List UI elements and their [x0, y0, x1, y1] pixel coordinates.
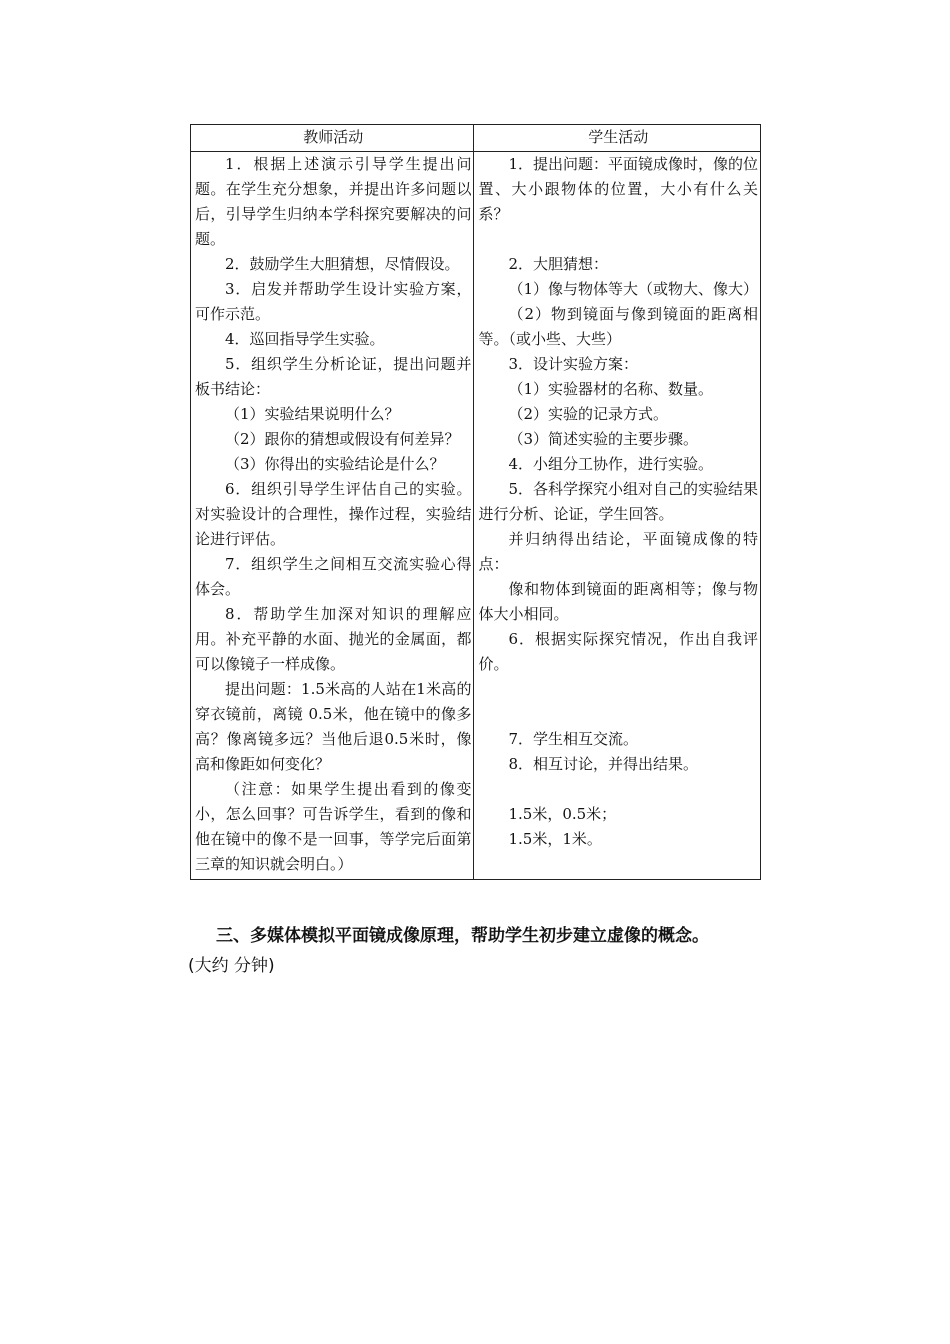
student-conclusion: 像和物体到镜面的距离相等；像与物体大小相同。	[478, 580, 758, 623]
teacher-activity-header: 教师活动	[191, 125, 474, 152]
lesson-activity-table	[190, 124, 761, 880]
student-conclusion-intro: 并归纳得出结论，平面镜成像的特点：	[478, 530, 758, 573]
teacher-step-4: 4．巡回指导学生实验。	[225, 330, 385, 348]
teacher-step-3: 3．启发并帮助学生设计实验方案，可作示范。	[195, 280, 472, 323]
student-activity-cell	[474, 152, 761, 880]
student-answer-2: 1.5米，1米。	[508, 830, 602, 848]
student-step-6: 6．根据实际探究情况，作出自我评价。	[478, 630, 758, 673]
student-step-1: 1．提出问题：平面镜成像时，像的位置、大小跟物体的位置，大小有什么关系？	[478, 155, 759, 223]
spacer	[478, 702, 758, 727]
teacher-note: （注意：如果学生提出看到的像变小，怎么回事？可告诉学生，看到的像和他在镜中的像不是一回事，等学完后面第三章的知识就会明白。）	[195, 780, 472, 873]
student-step-4: 4．小组分工协作，进行实验。	[508, 455, 714, 473]
teacher-step-5: 5．组织学生分析论证，提出问题并板书结论：	[195, 355, 472, 398]
teacher-problem: 提出问题：1.5米高的人站在1米高的穿衣镜前，离镜 0.5米，他在镜中的像多高？像离镜多远？当他后退0.5米时，像高和像距如何变化？	[195, 680, 472, 773]
table-body-row	[191, 152, 761, 880]
student-step-5: 5．各科学探究小组对自己的实验结果进行分析、论证，学生回答。	[478, 480, 759, 523]
teacher-step-7: 7．组织学生之间相互交流实验心得体会。	[195, 555, 472, 598]
student-step-2: 2．大胆猜想：	[508, 255, 609, 273]
teacher-step-1: 1．根据上述演示引导学生提出问题。在学生充分想象，并提出许多问题以后，引导学生归纳本学科探究要解决的问题。	[195, 155, 472, 248]
teacher-question-3: （3）你得出的实验结论是什么？	[225, 455, 445, 473]
teacher-step-8: 8．帮助学生加深对知识的理解应用。补充平静的水面、抛光的金属面，都可以像镜子一样成像。	[195, 605, 472, 673]
student-step-3: 3．设计实验方案：	[508, 355, 639, 373]
spacer	[478, 227, 758, 252]
student-plan-1: （1）实验器材的名称、数量。	[508, 380, 714, 398]
section-duration-note: (大约 分钟)	[188, 956, 275, 976]
student-guess-2: （2）物到镜面与像到镜面的距离相等。（或小些、大些）	[478, 305, 758, 348]
student-guess-1: （1）像与物体等大（或物大、像大）	[508, 280, 759, 298]
student-plan-3: （3）简述实验的主要步骤。	[508, 430, 699, 448]
table-header-row	[191, 125, 761, 152]
spacer	[478, 777, 758, 802]
teacher-step-6: 6．组织引导学生评估自己的实验。对实验设计的合理性，操作过程，实验结论进行评估。	[195, 480, 472, 548]
teacher-question-1: （1）实验结果说明什么？	[225, 405, 400, 423]
teacher-step-2: 2．鼓励学生大胆猜想，尽情假设。	[225, 255, 460, 273]
student-plan-2: （2）实验的记录方式。	[508, 405, 669, 423]
teacher-activity-cell	[191, 152, 474, 880]
section-heading: 三、多媒体模拟平面镜成像原理，帮助学生初步建立虚像的概念。	[216, 926, 709, 946]
student-step-7: 7．学生相互交流。	[508, 730, 639, 748]
student-activity-header: 学生活动	[474, 125, 761, 152]
spacer	[478, 677, 758, 702]
student-answer-1: 1.5米，0.5米；	[508, 805, 617, 823]
teacher-question-2: （2）跟你的猜想或假设有何差异？	[225, 430, 460, 448]
student-step-8: 8．相互讨论，并得出结果。	[508, 755, 699, 773]
